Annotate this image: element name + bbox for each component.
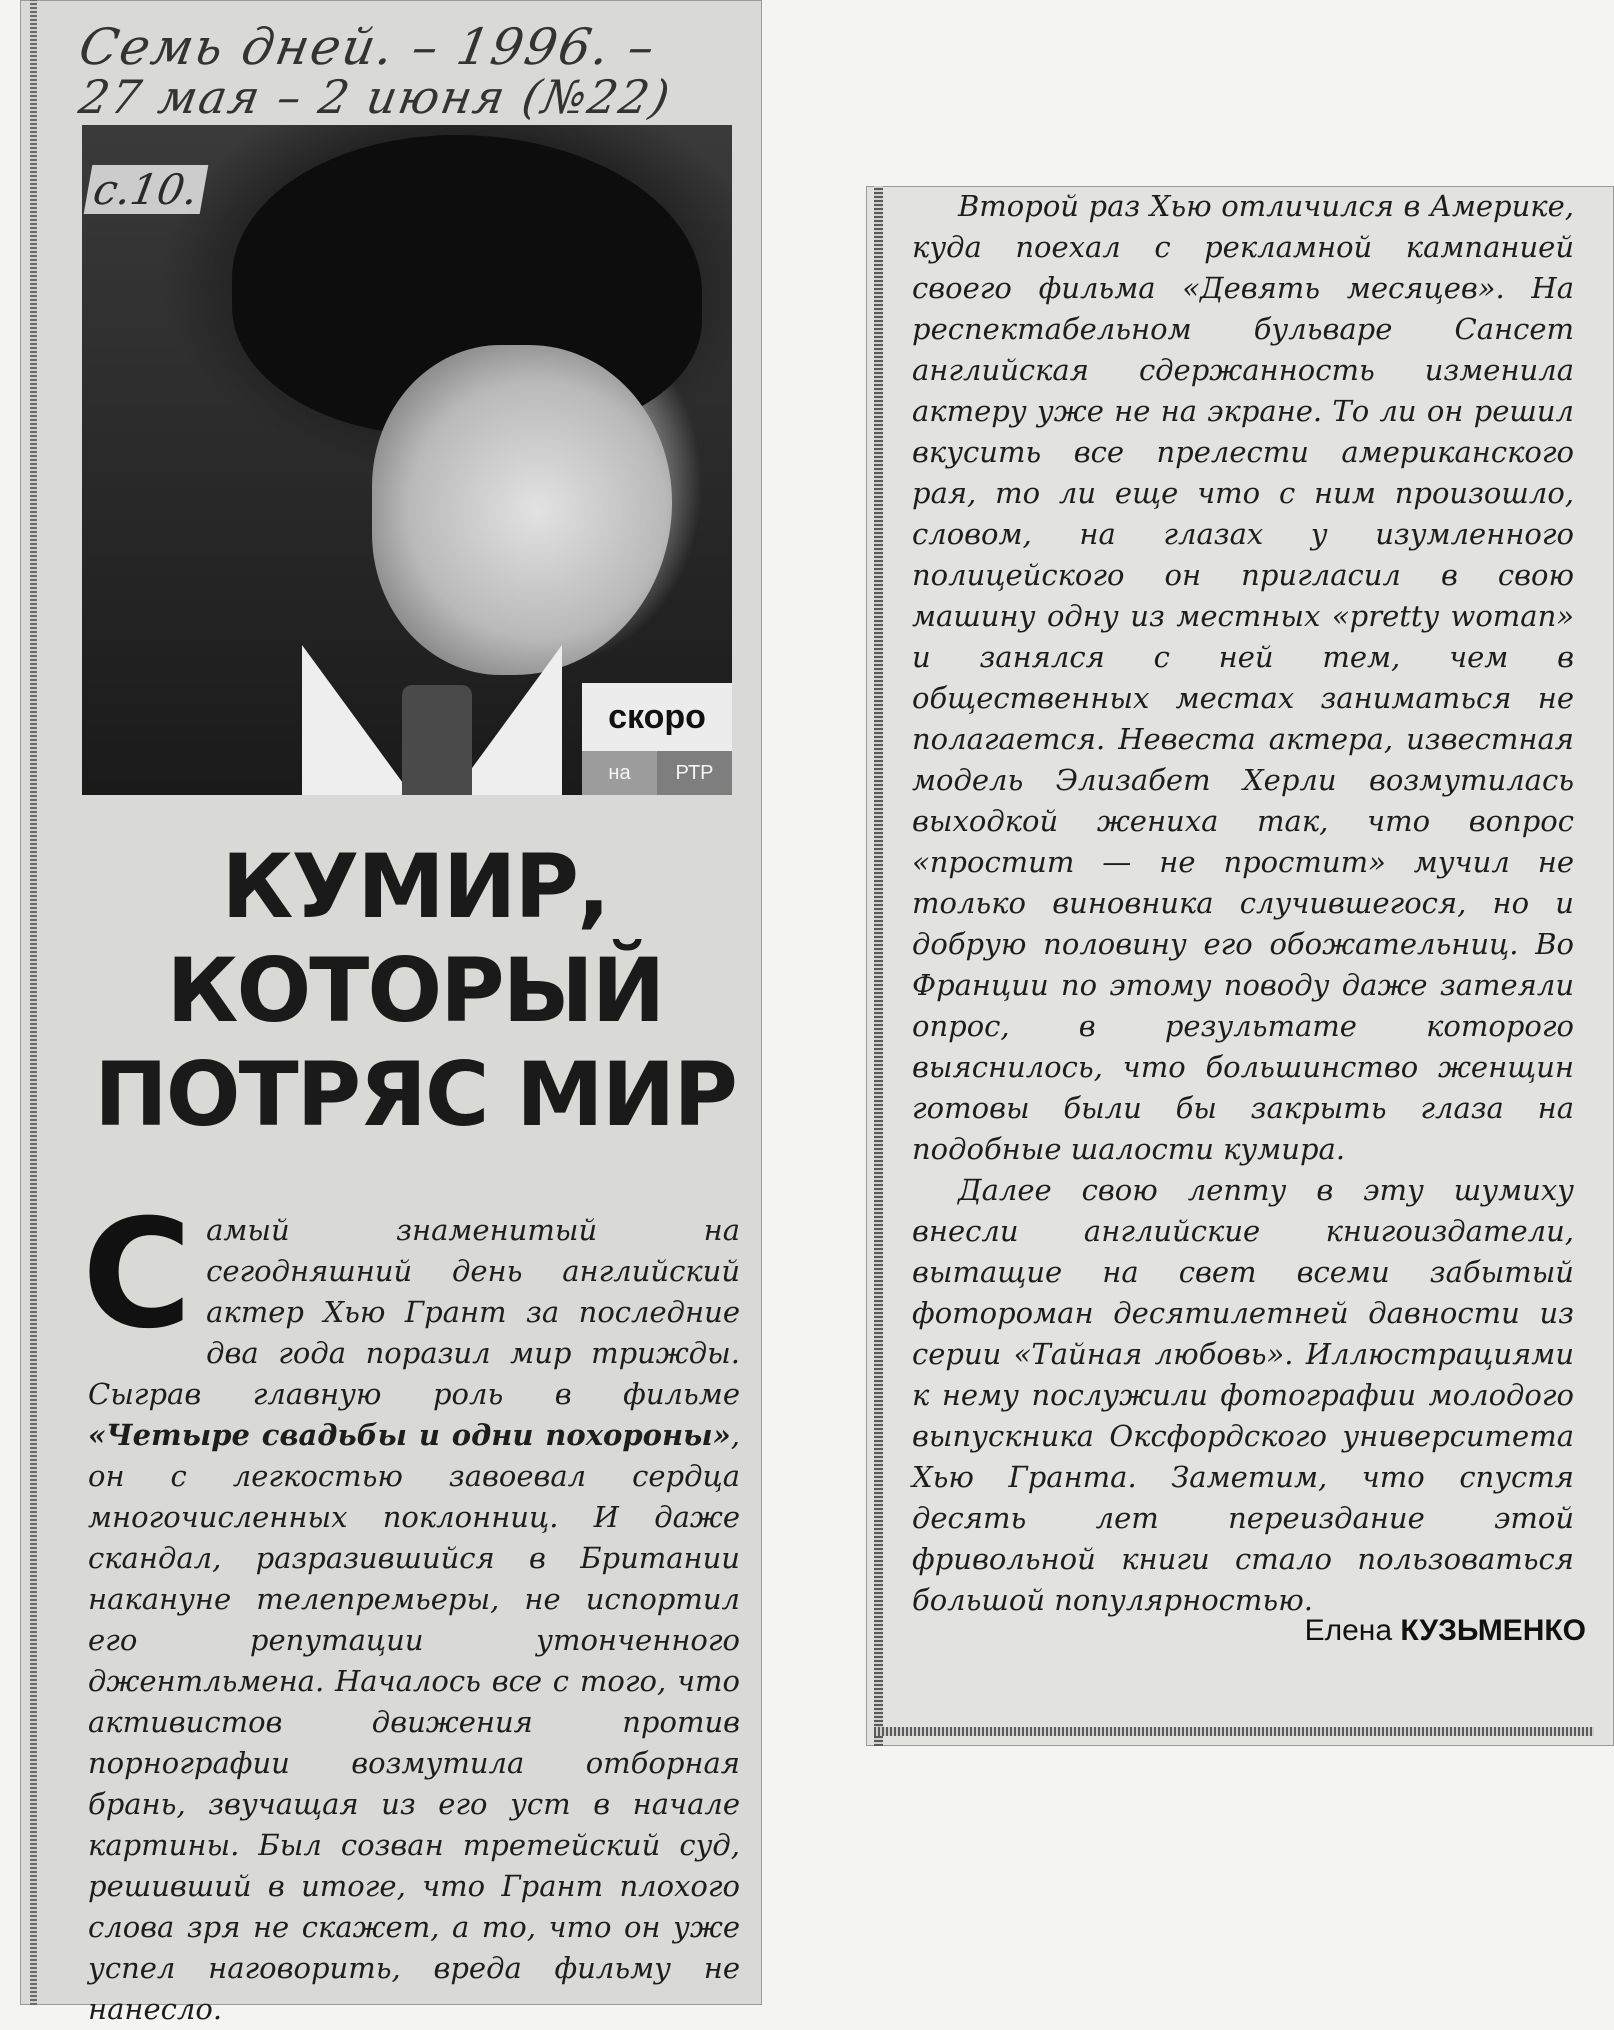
article-intro: амый знаменитый на сегодняшний день английский актер Хью Грант за последние два года поразил мир трижды. Сыграв главную роль в фильме xyxy=(88,1213,740,1411)
photo-tie-shape xyxy=(402,685,472,795)
article-body-col2 xyxy=(912,186,1574,1621)
portrait-photo xyxy=(82,125,732,795)
author-last-name: КУЗЬМЕНКО xyxy=(1400,1614,1586,1647)
author-byline xyxy=(1305,1614,1586,1648)
article-headline xyxy=(60,835,770,1147)
badge-prefix: на xyxy=(582,751,657,795)
photo-face-shape xyxy=(372,345,672,675)
right-clipping xyxy=(866,186,1614,1746)
drop-cap: С xyxy=(82,1188,193,1362)
article-paragraph-2: Второй раз Хью отличился в Америке, куда поехал с рекламной кампанией своего фильма «Девять месяцев». На респектабельном бульваре Сансет английская сдержанность изменила актеру уже не на экране. То ли он решил вкусить все прелести американского рая, то ли еще что с ним произошло, словом, на глазах у изумленного полицейского он пригласил в свою машину одну из местных «pretty woman» и занялся с ней тем, чем в общественных местах заниматься не полагается. Невеста актера, известная модель Элизабет Херли возмутилась выходкой жениха так, что вопрос «простит — не простит» мучил не только виновника случившегося, но и добрую половину его обожательниц. Во Франции по этому поводу даже затеяли опрос, в результате которого выяснилось, что большинство женщин готовы были бы закрыть глаза на подобные шалости кумира. xyxy=(912,189,1574,1166)
headline-line-1: КУМИР, xyxy=(221,835,609,938)
article-paragraph-3: Далее свою лепту в эту шумиху внесли английские книгоиздатели, вытащие на свет всеми забытый фотороман десятилетней давности из серии «Тайная любовь». Иллюстрациями к нему послужили фотографии молодого выпускника Оксфордского университета Хью Гранта. Заметим, что спустя десять лет переиздание этой фривольной книги стало пользоваться большой популярностью. xyxy=(912,1173,1574,1617)
left-clipping xyxy=(20,0,762,2026)
film-title: «Четыре свадьбы и одни похороны» xyxy=(88,1418,731,1452)
badge-channel: РТР xyxy=(657,751,732,795)
handwritten-page-ref: с.10. xyxy=(84,165,208,214)
handwritten-date-note: 27 мая – 2 июня (№22) xyxy=(75,70,676,124)
handwritten-source-note: Семь дней. – 1996. – xyxy=(74,18,661,76)
author-first-name: Елена xyxy=(1304,1614,1393,1647)
article-intro-cont: , он с легкостью завоевал сердца многочисленных поклонниц. И даже скандал, разразившийся в Британии накануне телепремьеры, не испортил его репутации утонченного джентльмена. Началось все с того, что активистов движения против порнографии возмутила отборная брань, звучащая из его уст в начале картины. Был созван третейский суд, решивший в итоге, что Грант плохого слова зря не скажет, а то, что он уже успел наговорить, вреда фильму не нанесло. xyxy=(88,1418,740,2026)
article-body-col1 xyxy=(82,1188,740,2030)
headline-line-2: КОТОРЫЙ xyxy=(166,939,664,1042)
tv-channel-badge xyxy=(582,683,732,795)
headline-line-3: ПОТРЯС МИР xyxy=(94,1043,736,1146)
badge-main-text: скоро xyxy=(582,683,732,751)
